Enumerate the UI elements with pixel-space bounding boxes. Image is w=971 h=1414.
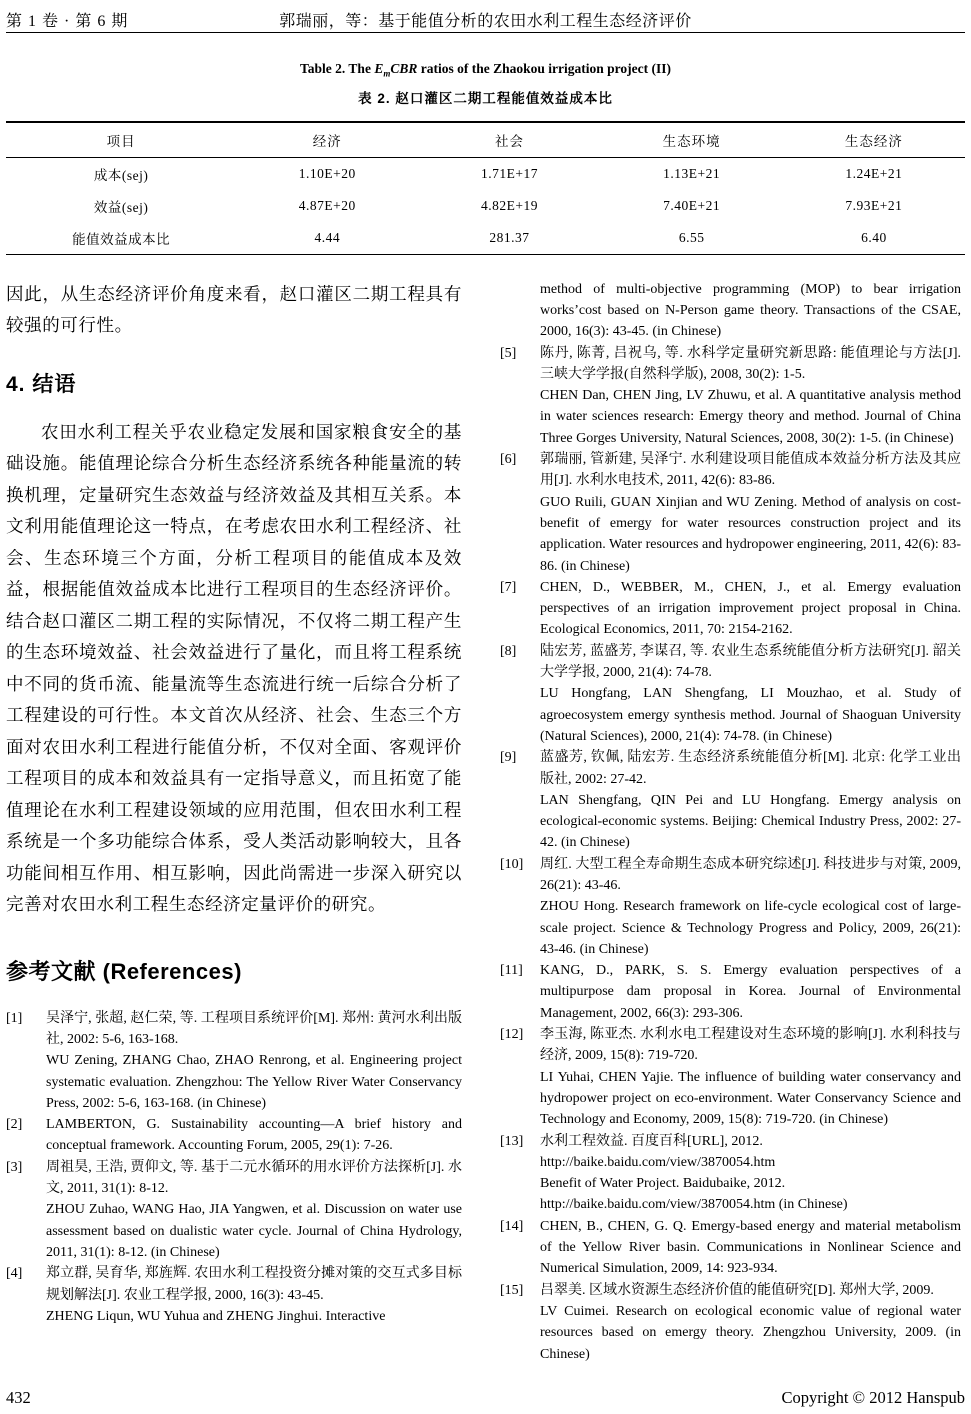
reference-line: 陆宏芳, 蓝盛芳, 李谋召, 等. 农业生态系统能值分析方法研究[J]. 韶关大学学报, 2000, 21(4): 74-78. bbox=[540, 643, 961, 681]
reference-item bbox=[6, 1157, 462, 1263]
running-title: 郭瑞丽，等：基于能值分析的农田水利工程生态经济评价 bbox=[279, 13, 692, 30]
reference-line: ZHOU Zuhao, WANG Hao, JIA Yangwen, et al. Discussion on water use assessment based on dualistic water cycle. Journal of China Hydrology, 2011, 31(1): 8-12. (in Chinese) bbox=[46, 1202, 462, 1260]
reference-list-right bbox=[500, 279, 961, 1365]
reference-body bbox=[540, 343, 961, 449]
reference-item bbox=[500, 1024, 961, 1130]
reference-number: [6] bbox=[500, 452, 517, 468]
reference-number: [8] bbox=[500, 643, 517, 659]
reference-number: [4] bbox=[6, 1266, 23, 1282]
reference-body bbox=[540, 1216, 961, 1280]
reference-line: CHEN, B., CHEN, G. Q. Emergy-based energy and material metabolism of the Yellow River basin. Communications in Nonlinear Science and Numerical Simulation, 2009, 14: 923-934. bbox=[540, 1218, 961, 1277]
reference-line: 周祖昊, 王浩, 贾仰文, 等. 基于二元水循环的用水评价方法探析[J]. 水文, 2011, 31(1): 8-12. bbox=[46, 1159, 462, 1197]
caption-suffix: ratios of the Zhaokou irrigation project (II) bbox=[417, 61, 671, 76]
table-row bbox=[6, 190, 965, 222]
row-label: 成本(sej) bbox=[93, 167, 149, 183]
reference-line: 水利工程效益. 百度百科[URL], 2012. bbox=[540, 1133, 763, 1149]
reference-line: LAMBERTON, G. Sustainability accounting—A brief history and conceptual framework. Accounting Forum, 2005, 29(1): 7-26. bbox=[46, 1117, 462, 1154]
reference-number: [1] bbox=[6, 1010, 23, 1026]
reference-line: method of multi-objective programming (MOP) to bear irrigation works’cost based on N-Person game theory. Transactions of the CSAE, 2000, 16(3): 43-45. (in Chinese) bbox=[540, 281, 961, 340]
reference-item bbox=[500, 449, 961, 577]
reference-item bbox=[500, 747, 961, 853]
reference-item bbox=[500, 854, 961, 960]
reference-list-left bbox=[6, 1008, 462, 1327]
reference-item bbox=[500, 641, 961, 747]
reference-line: ZHENG Liqun, WU Yuhua and ZHENG Jinghui. Interactive bbox=[46, 1308, 386, 1324]
running-head bbox=[6, 6, 965, 33]
reference-body bbox=[46, 1157, 462, 1263]
cell-value: 7.93E+21 bbox=[845, 197, 903, 213]
reference-number: [2] bbox=[6, 1117, 23, 1133]
reference-line: LU Hongfang, LAN Shengfang, LI Mouzhao, et al. Study of agroecosystem emergy synthesis method. Journal of Shaoguan University (Natural Sciences), 2000, 21(4): 74-78. (in Chinese) bbox=[540, 686, 961, 744]
reference-body bbox=[46, 1008, 462, 1114]
reference-line: 吕翠美. 区域水资源生态经济价值的能值研究[D]. 郑州大学, 2009. bbox=[540, 1282, 934, 1298]
left-column bbox=[6, 279, 462, 1365]
row-label: 效益(sej) bbox=[93, 199, 149, 215]
table-caption bbox=[6, 60, 965, 108]
reference-number: [12] bbox=[500, 1027, 524, 1043]
col-header-eco-economy: 生态经济 bbox=[783, 122, 965, 158]
reference-number: [5] bbox=[500, 345, 517, 361]
table-header-row bbox=[6, 122, 965, 158]
section-heading-conclusion: 4. 结语 bbox=[6, 372, 77, 396]
reference-line: LV Cuimei. Research on ecological economic value of regional water resources based on emergy theory. Zhengzhou University, 2009. (in Chinese) bbox=[540, 1303, 961, 1362]
right-column bbox=[500, 279, 961, 1365]
copyright-notice: Copyright © 2012 Hanspub bbox=[781, 1388, 965, 1407]
reference-item bbox=[6, 1114, 462, 1157]
reference-item bbox=[500, 1131, 961, 1216]
reference-url: http://baike.baidu.com/view/3870054.htm (in Chinese) bbox=[540, 1197, 848, 1213]
reference-line: 蓝盛芳, 钦佩, 陆宏芳. 生态经济系统能值分析[M]. 北京: 化学工业出版社, 2002: 27-42. bbox=[540, 750, 961, 787]
reference-item bbox=[500, 1216, 961, 1280]
reference-item bbox=[500, 577, 961, 641]
reference-number: [15] bbox=[500, 1282, 524, 1298]
conclusion-intro-paragraph: 因此，从生态经济评价角度来看，赵口灌区二期工程具有较强的可行性。 bbox=[6, 283, 462, 336]
row-label: 能值效益成本比 bbox=[72, 231, 171, 247]
reference-body bbox=[540, 449, 961, 577]
reference-number: [13] bbox=[500, 1133, 524, 1149]
reference-line: 郑立群, 吴育华, 郑旌辉. 农田水利工程投资分摊对策的交互式多目标规划解法[J]. 农业工程学报, 2000, 16(3): 43-45. bbox=[46, 1266, 462, 1303]
cell-value: 6.40 bbox=[861, 229, 887, 245]
reference-line: 周红. 大型工程全寿命期生态成本研究综述[J]. 科技进步与对策, 2009, 26(21): 43-46. bbox=[540, 856, 961, 893]
reference-item-continuation bbox=[500, 279, 961, 343]
reference-number: [14] bbox=[500, 1218, 524, 1234]
reference-body bbox=[540, 1131, 961, 1216]
reference-body bbox=[540, 960, 961, 1024]
cell-value: 1.10E+20 bbox=[298, 165, 356, 181]
col-header-eco-environment: 生态环境 bbox=[601, 122, 783, 158]
reference-body bbox=[540, 279, 961, 343]
cell-value: 281.37 bbox=[489, 229, 530, 245]
reference-body bbox=[540, 641, 961, 747]
reference-line: CHEN, D., WEBBER, M., CHEN, J., et al. Emergy evaluation perspectives of an irrigation improvement project proposal in China. Ecological Economics, 2011, 70: 2154-2162. bbox=[540, 579, 961, 638]
caption-var-rest: CBR bbox=[390, 61, 418, 76]
two-column-body bbox=[6, 279, 965, 1365]
reference-body bbox=[46, 1263, 462, 1327]
reference-line: WU Zening, ZHANG Chao, ZHAO Renrong, et al. Engineering project systematic evaluation. Zhengzhou: The Yellow River Water Conservancy Press, 2002: 5-6, 163-168. (in Chinese) bbox=[46, 1053, 462, 1111]
references-heading: 参考文献 (References) bbox=[6, 958, 242, 984]
journal-issue: 第 1 卷 · 第 6 期 bbox=[6, 13, 129, 30]
table-caption-zh: 表 2. 赵口灌区二期工程能值效益成本比 bbox=[358, 90, 613, 106]
reference-number: [11] bbox=[500, 963, 523, 979]
caption-prefix: Table 2. The bbox=[300, 61, 375, 76]
reference-number: [9] bbox=[500, 750, 517, 766]
reference-body bbox=[540, 747, 961, 853]
reference-item bbox=[6, 1008, 462, 1114]
caption-var-sub: m bbox=[383, 68, 391, 79]
col-header-economy: 经济 bbox=[236, 122, 418, 158]
cell-value: 4.82E+19 bbox=[480, 197, 538, 213]
reference-number: [10] bbox=[500, 856, 524, 872]
table-row bbox=[6, 157, 965, 190]
conclusion-paragraph: 农田水利工程关乎农业稳定发展和国家粮食安全的基础设施。能值理论综合分析生态经济系统各种能量流的转换机理，定量研究生态效益与经济效益及其相互关系。本文利用能值理论这一特点，在考虑农田水利工程经济、社会、生态环境三个方面，分析工程项目的能值成本及效益，根据能值效益成本比进行工程项目的生态经济评价。结合赵口灌区二期工程的实际情况，不仅将二期工程产生的生态环境效益、社会效益进行了量化，而且将工程系统中不同的货币流、能量流等生态流进行统一后综合分析了工程建设的可行性。本文首次从经济、社会、生态三个方面对农田水利工程进行能值分析，不仅对全面、客观评价工程项目的成本和效益具有一定指导意义，而且拓宽了能值理论在水利工程建设领域的应用范围，但农田水利工程系统是一个多功能综合体系，受人类活动影响较大，且各功能间相互作用、相互影响，因此尚需进一步深入研究以完善对农田水利工程生态经济定量评价的研究。 bbox=[6, 421, 462, 915]
reference-line: CHEN Dan, CHEN Jing, LV Zhuwu, et al. A quantitative analysis method in water sciences research: Emergy theory and method. Journal of China Three Gorges University, Natural Sciences, 2008, 30(2): 1-5. (in Chinese) bbox=[540, 388, 961, 446]
reference-url: http://baike.baidu.com/view/3870054.htm bbox=[540, 1154, 776, 1170]
reference-body bbox=[540, 1024, 961, 1130]
cell-value: 4.87E+20 bbox=[298, 197, 356, 213]
page-number: 432 bbox=[6, 1388, 31, 1407]
reference-line: LI Yuhai, CHEN Yajie. The influence of building water conservancy and hydropower project on eco-environment. Water Conservancy Science and Technology and Economy, 2009, 15(8): 719-720. (in Chinese) bbox=[540, 1069, 961, 1128]
reference-number: [7] bbox=[500, 579, 517, 595]
reference-line: LAN Shengfang, QIN Pei and LU Hongfang. Emergy analysis on ecological-economic systems. Beijing: Chemical Industry Press, 2002: 27-42. (in Chinese) bbox=[540, 792, 961, 851]
emcbr-table bbox=[6, 121, 965, 255]
reference-item bbox=[6, 1263, 462, 1327]
reference-body bbox=[540, 577, 961, 641]
table-caption-en bbox=[6, 60, 965, 83]
reference-item bbox=[500, 343, 961, 449]
caption-var: E bbox=[374, 61, 384, 76]
cell-value: 7.40E+21 bbox=[663, 197, 721, 213]
reference-line: 李玉海, 陈亚杰. 水利水电工程建设对生态环境的影响[J]. 水利科技与经济, 2009, 15(8): 719-720. bbox=[540, 1027, 961, 1064]
col-header-society: 社会 bbox=[418, 122, 600, 158]
cell-value: 1.24E+21 bbox=[845, 165, 903, 181]
page-footer bbox=[6, 1388, 965, 1408]
table-row bbox=[6, 222, 965, 255]
reference-body bbox=[540, 854, 961, 960]
reference-line: 吴泽宁, 张超, 赵仁荣, 等. 工程项目系统评价[M]. 郑州: 黄河水利出版社, 2002: 5-6, 163-168. bbox=[46, 1010, 462, 1047]
reference-line: 郭瑞丽, 管新建, 吴泽宁. 水利建设项目能值成本效益分析方法及其应用[J]. 水利水电技术, 2011, 42(6): 83-86. bbox=[540, 452, 961, 489]
cell-value: 1.13E+21 bbox=[663, 165, 721, 181]
col-header-item: 项目 bbox=[6, 122, 236, 158]
reference-body bbox=[540, 1280, 961, 1365]
cell-value: 1.71E+17 bbox=[480, 165, 538, 181]
reference-line: GUO Ruili, GUAN Xinjian and WU Zening. Method of analysis on cost-benefit of emergy for water resources construction project and its application. Water resources and hydropower engineering, 2011, 42(6): 83-86. (in Chinese) bbox=[540, 494, 961, 574]
cell-value: 6.55 bbox=[678, 229, 705, 245]
cell-value: 4.44 bbox=[314, 229, 341, 245]
reference-item bbox=[500, 1280, 961, 1365]
reference-line: Benefit of Water Project. Baidubaike, 2012. bbox=[540, 1176, 786, 1192]
reference-body bbox=[46, 1114, 462, 1157]
reference-line: ZHOU Hong. Research framework on life-cycle ecological cost of large-scale project. Science & Technology Progress and Policy, 2009, 26(21): 43-46. (in Chinese) bbox=[540, 899, 961, 957]
reference-line: KANG, D., PARK, S. S. Emergy evaluation perspectives of a multipurpose dam proposal in Korea. Journal of Environmental Management, 2002, 66(3): 293-306. bbox=[540, 963, 961, 1021]
reference-number bbox=[500, 279, 540, 343]
reference-number: [3] bbox=[6, 1159, 23, 1175]
reference-item bbox=[500, 960, 961, 1024]
reference-line: 陈丹, 陈菁, 吕祝乌, 等. 水科学定量研究新思路: 能值理论与方法[J]. 三峡大学学报(自然科学版), 2008, 30(2): 1-5. bbox=[540, 345, 961, 382]
